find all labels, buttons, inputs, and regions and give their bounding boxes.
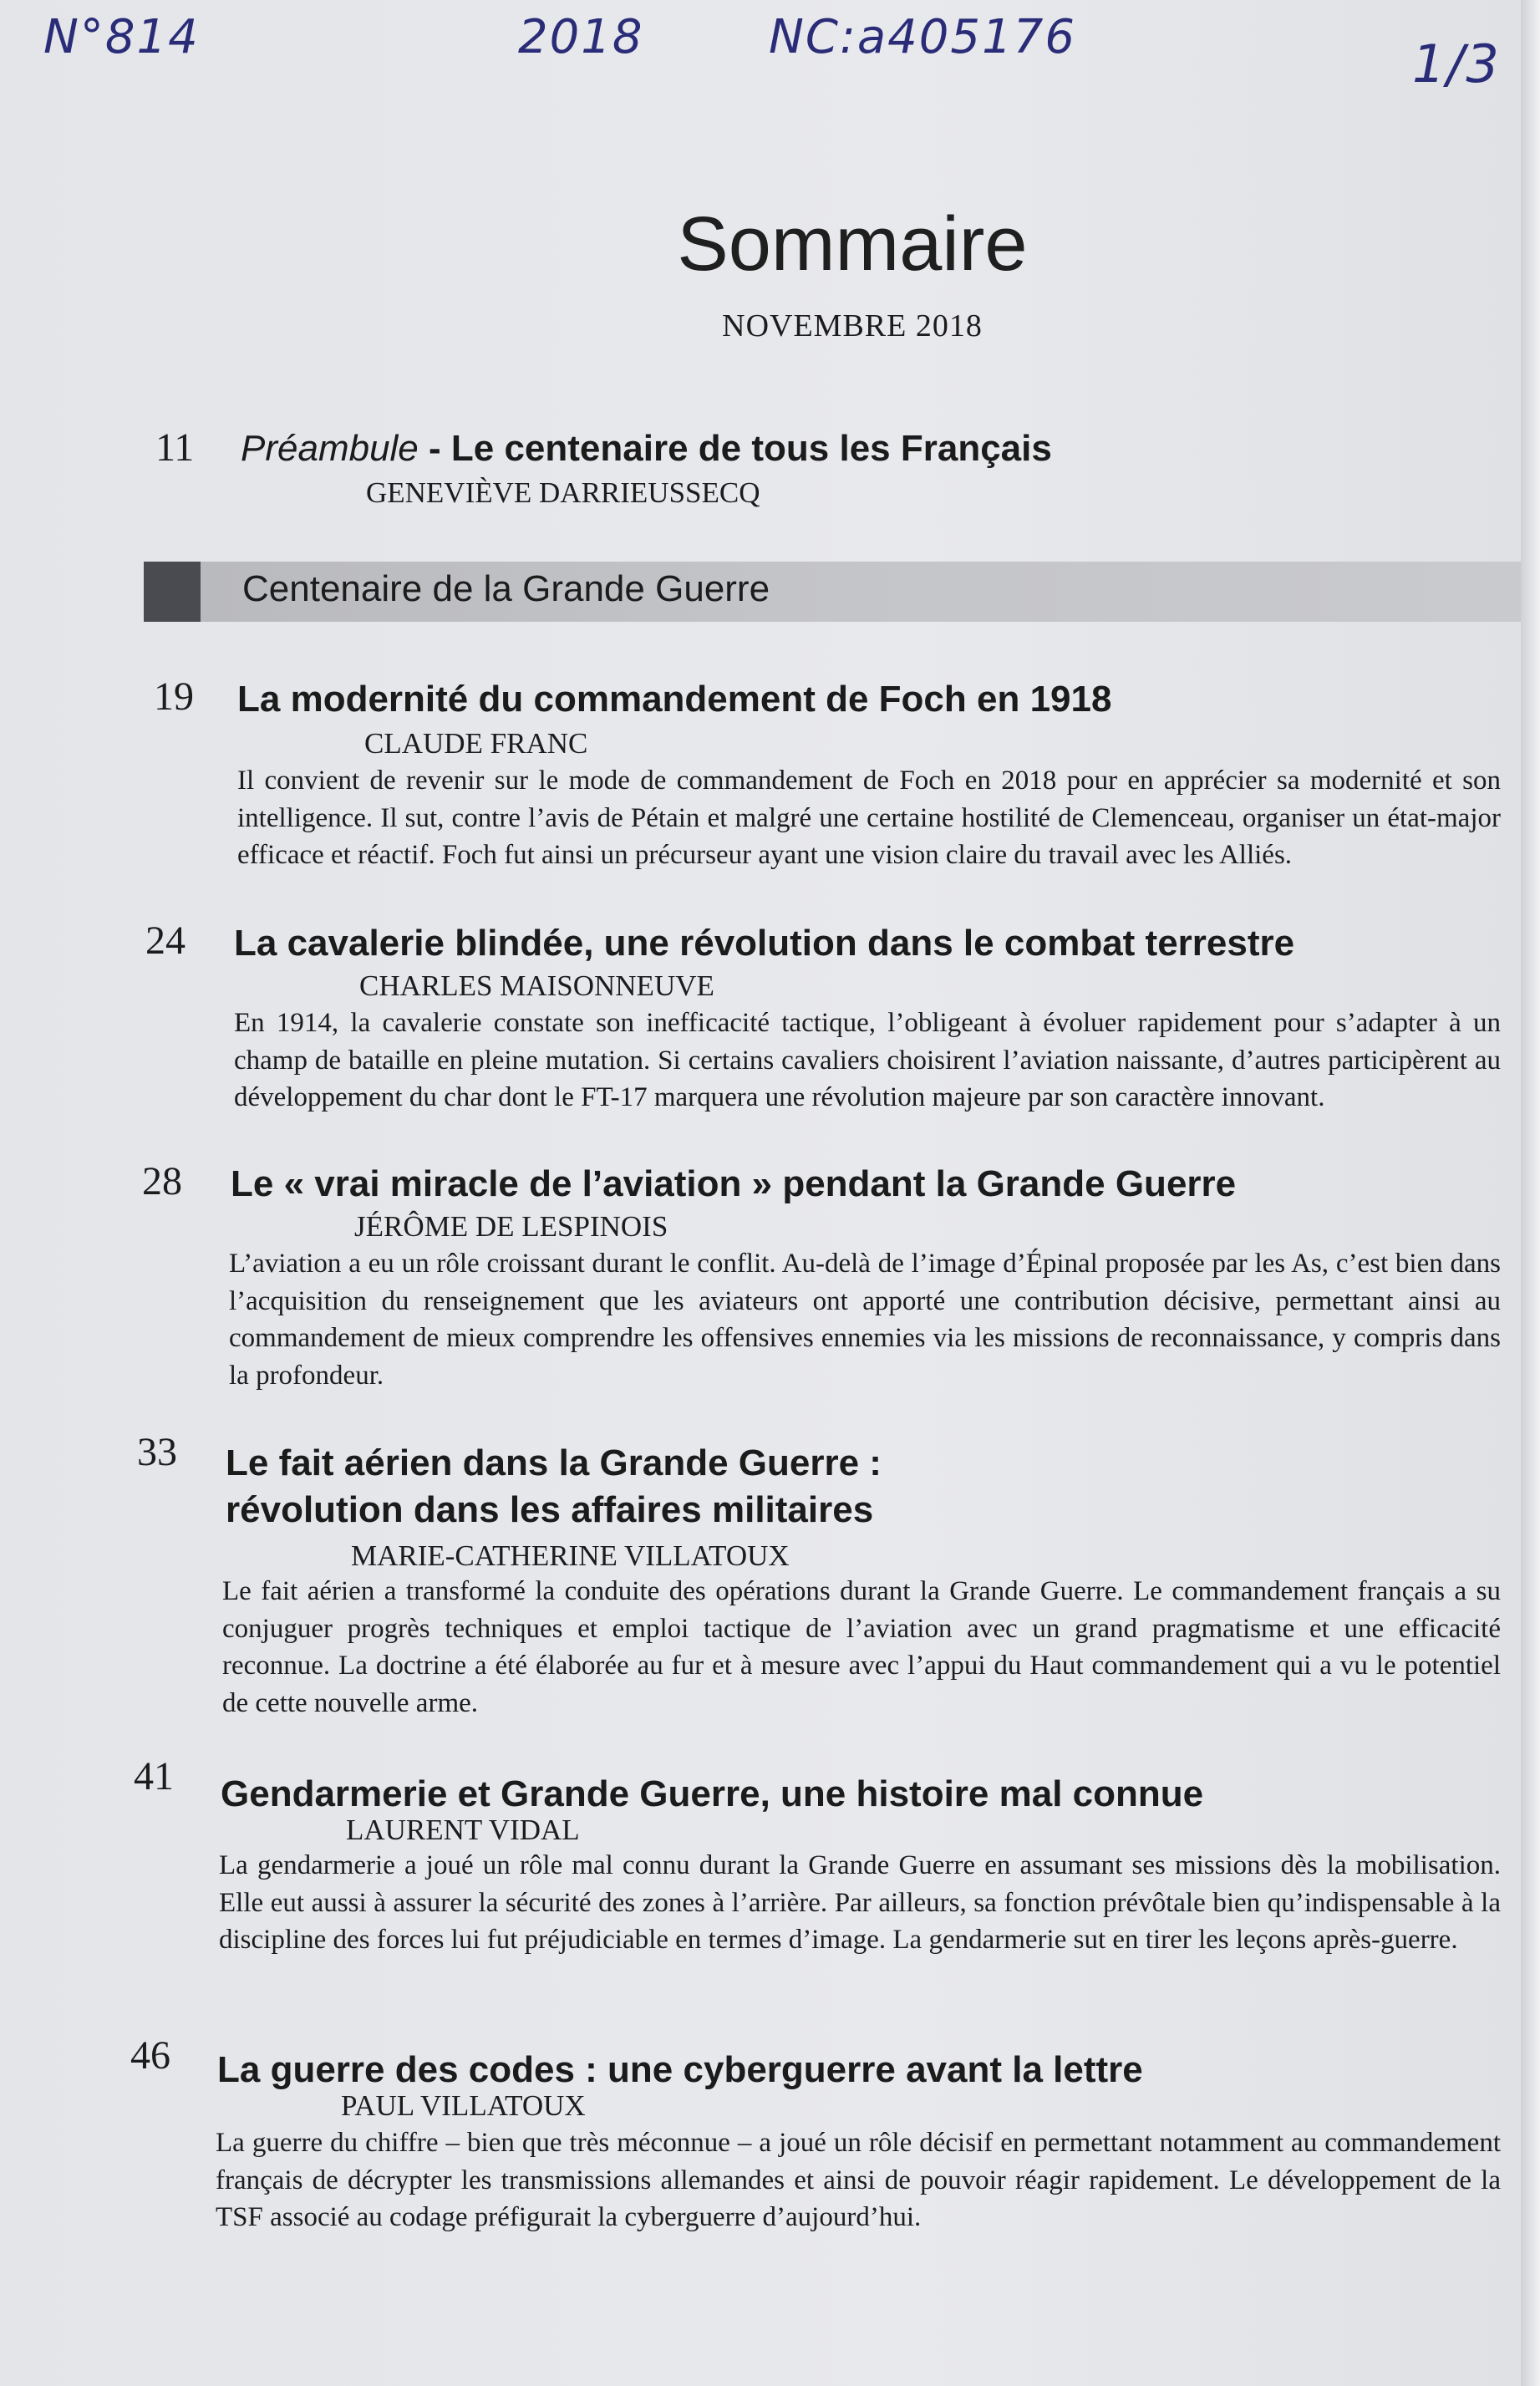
issue-date: NOVEMBRE 2018: [722, 308, 983, 343]
entry-author: MARIE-CATHERINE VILLATOUX: [351, 1539, 790, 1572]
entry-title[interactable]: La guerre des codes : une cyberguerre avant la lettre: [217, 2049, 1143, 2090]
entry-title[interactable]: Gendarmerie et Grande Guerre, une histoire mal connue: [221, 1773, 1204, 1814]
entry-title[interactable]: Le fait aérien dans la Grande Guerre :: [226, 1442, 882, 1483]
handwritten-page-count: 1/3: [1412, 33, 1501, 94]
handwritten-issue-number: N°814: [43, 10, 200, 64]
page-number: 19: [154, 674, 194, 719]
section-marker: [144, 562, 201, 622]
handwritten-year: 2018: [518, 10, 644, 64]
entry-title[interactable]: [241, 428, 1052, 470]
entry-title-line-2[interactable]: révolution dans les affaires militaires: [226, 1489, 874, 1530]
title-separator: -: [418, 428, 451, 469]
entry-summary: La gendarmerie a joué un rôle mal connu durant la Grande Guerre en assumant ses missions dès la mobilisation. Elle eut aussi à assurer la sécurité des zones à l’arrière. Par ailleurs, sa fonction prévôtale bien qu’indispensable à la discipline des forces lui fut préjudiciable en termes d’image. La gendarmerie sut en tirer les leçons après-guerre.: [219, 1850, 1501, 1955]
page-edge: [1521, 0, 1540, 2386]
page-number: 41: [134, 1754, 174, 1798]
entry-summary: Le fait aérien a transformé la conduite des opérations durant la Grande Guerre. Le commandement français a su conjuguer progrès techniques et emploi tactique de l’aviation avec un grand pragmatisme et une efficacité reconnue. La doctrine a été élaborée au fur et à mesure avec l’appui du Haut commandement qui a vu le potentiel de cette nouvelle arme.: [222, 1576, 1501, 1718]
entry-summary: La guerre du chiffre – bien que très méconnue – a joué un rôle décisif en permettant notamment au commandement français de décrypter les transmissions allemandes et ainsi de pouvoir réagir rapidement. Le développement de la TSF associé au codage préfigurait la cyberguerre d’aujourd’hui.: [216, 2128, 1501, 2232]
handwritten-catalog-number: NC:a405176: [769, 10, 1076, 64]
entry-author: GENEVIÈVE DARRIEUSSECQ: [366, 476, 760, 509]
entry-summary: En 1914, la cavalerie constate son inefficacité tactique, l’obligeant à évoluer rapidement pour s’adapter à un champ de bataille en pleine mutation. Si certains cavaliers choisirent l’aviation naissante, d’autres participèrent au développement du char dont le FT-17 marquera une révolution majeure par son caractère innovant.: [234, 1008, 1501, 1112]
entry-title[interactable]: La cavalerie blindée, une révolution dans le combat terrestre: [234, 923, 1295, 964]
preamble-prefix: Préambule: [241, 428, 419, 469]
section-title: Centenaire de la Grande Guerre: [242, 568, 770, 609]
page-title: Sommaire: [677, 201, 1028, 287]
page-number: 28: [142, 1159, 182, 1203]
entry-author: JÉRÔME DE LESPINOIS: [354, 1210, 668, 1243]
entry-author: CHARLES MAISONNEUVE: [359, 969, 714, 1002]
entry-title[interactable]: La modernité du commandement de Foch en 1918: [237, 679, 1112, 720]
page-number: 46: [130, 2033, 170, 2078]
entry-title[interactable]: Le « vrai miracle de l’aviation » pendant la Grande Guerre: [231, 1163, 1237, 1204]
page-number: 24: [145, 918, 186, 963]
entry-summary: L’aviation a eu un rôle croissant durant le conflit. Au-delà de l’image d’Épinal proposée par les As, c’est bien dans l’acquisition du renseignement que les aviateurs ont apporté une contribution décisive, permettant ainsi au commandement de mieux comprendre les offensives ennemies via les missions de reconnaissance, y compris dans la profondeur.: [229, 1249, 1501, 1391]
preamble-title: Le centenaire de tous les Français: [450, 428, 1052, 469]
entry-author: CLAUDE FRANC: [364, 727, 588, 760]
entry-author: PAUL VILLATOUX: [341, 2089, 586, 2122]
page-number: 33: [137, 1430, 177, 1474]
entry-summary: Il convient de revenir sur le mode de commandement de Foch en 2018 pour en apprécier sa modernité et son intelligence. Il sut, contre l’avis de Pétain et malgré une certaine hostilité de Clemenceau, organiser un état-major efficace et réactif. Foch fut ainsi un précurseur ayant une vision claire du travail avec les Alliés.: [237, 766, 1501, 870]
entry-author: LAURENT VIDAL: [346, 1814, 580, 1846]
page-number: 11: [155, 425, 195, 470]
